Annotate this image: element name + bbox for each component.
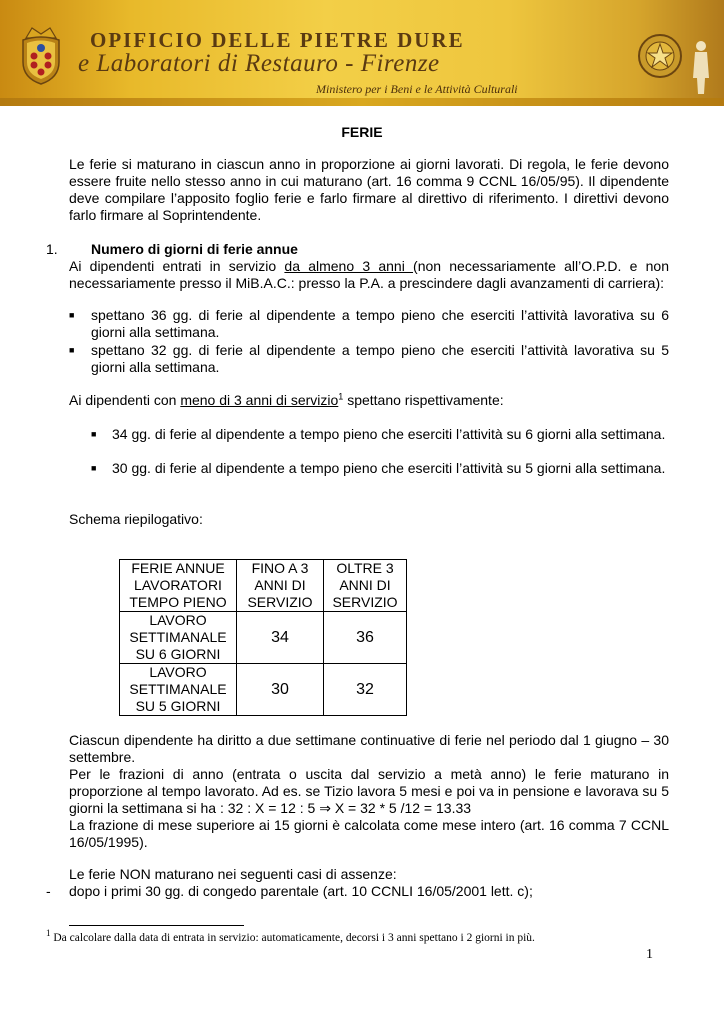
table-header-row <box>120 560 407 612</box>
bullet-icon: ■ <box>69 345 75 355</box>
bullet-item: spettano 36 gg. di ferie al dipendente a tempo pieno che eserciti l’attività lavorativa su 6 giorni alla settimana. <box>91 307 669 340</box>
bullet-item: 30 gg. di ferie al dipendente a tempo pieno che eserciti l’attività su 5 giorni alla settimana. <box>112 460 666 476</box>
footnote: $^1$ Da calcolare dalla data di entrata in servizio: automaticamente, decorsi i 3 anni spettano i 2 giorni in più. <box>46 928 535 944</box>
table-row-label: LAVORO SETTIMANALE SU 6 GIORNI <box>120 612 237 664</box>
section-paragraph-2: Ai dipendenti con meno di 3 anni di servizio$^1$ spettano rispettivamente: <box>69 391 504 408</box>
paragraph-month-fraction: La frazione di mese superiore ai 15 giorni è calcolata come mese intero (art. 16 comma 7 CCNL 16/05/1995). <box>69 817 669 850</box>
paragraph-fractions: Per le frazioni di anno (entrata o uscita dal servizio a metà anno) le ferie maturano in proporzione al tempo lavorato. Ad es. se Tizio lavora 5 mesi e poi va in pensione e lavorava su 5 giorni la settimana si ha : 32 : X = 12 : 5 ⇒ X = 32 * 5 /12 = 13.33 <box>69 766 669 816</box>
table-row <box>120 664 407 716</box>
schema-label: Schema riepilogativo: <box>69 511 203 527</box>
footnote-separator <box>69 925 244 926</box>
institution-name: OPIFICIO DELLE PIETRE DURE <box>90 28 465 52</box>
dash-item: dopo i primi 30 gg. di congedo parentale (art. 10 CCNLI 16/05/2001 lett. c); <box>69 883 533 899</box>
medici-crest-icon <box>18 24 64 86</box>
bullet-item: spettano 32 gg. di ferie al dipendente a tempo pieno che eserciti l’attività lavorativa su 5 giorni alla settimana. <box>91 342 669 375</box>
table-cell: 30 <box>237 664 324 716</box>
section-paragraph: Ai dipendenti entrati in servizio da almeno 3 anni (non necessariamente all’O.P.D. e non necessariamente presso il MiB.A.C.: presso la P.A. a prescindere dagli avanzamenti di carriera): <box>69 258 669 291</box>
bullet-icon: ■ <box>91 429 97 439</box>
table-row-label: LAVORO SETTIMANALE SU 5 GIORNI <box>120 664 237 716</box>
paragraph-no-accrual: Le ferie NON maturano nei seguenti casi di assenze: <box>69 866 397 882</box>
section-number: 1. <box>46 241 58 257</box>
dash-marker: - <box>46 883 51 899</box>
header-banner <box>0 0 724 106</box>
institution-subtitle: e Laboratori di Restauro - Firenze <box>78 50 440 77</box>
table-header-cell: FERIE ANNUE LAVORATORI TEMPO PIENO <box>120 560 237 612</box>
footnote-reference: 1 <box>338 391 344 402</box>
footnote-mark: 1 <box>46 928 51 939</box>
table-cell: 36 <box>324 612 407 664</box>
paragraph-summer-period: Ciascun dipendente ha diritto a due settimane continuative di ferie nel periodo dal 1 giugno – 30 settembre. <box>69 732 669 765</box>
table-cell: 34 <box>237 612 324 664</box>
document-title: FERIE <box>341 124 383 140</box>
statue-icon <box>690 38 712 98</box>
table-header-cell: FINO A 3 ANNI DI SERVIZIO <box>237 560 324 612</box>
table-cell: 32 <box>324 664 407 716</box>
ministry-name: Ministero per i Beni e le Attività Culturali <box>316 82 518 96</box>
bullet-item: 34 gg. di ferie al dipendente a tempo pieno che eserciti l’attività su 6 giorni alla settimana. <box>112 426 666 442</box>
summary-table <box>119 559 407 716</box>
bullet-icon: ■ <box>69 310 75 320</box>
intro-paragraph: Le ferie si maturano in ciascun anno in proporzione ai giorni lavorati. Di regola, le ferie devono essere fruite nello stesso anno in cui maturano (art. 16 comma 9 CCNL 16/05/95). Il dipendente deve compilare l’apposito foglio ferie e farlo firmare al direttivo di riferimento. I direttivi devono farlo firmare al Soprintendente. <box>69 156 669 223</box>
section-heading: Numero di giorni di ferie annue <box>91 241 298 257</box>
page-number: 1 <box>646 947 653 962</box>
republic-emblem-icon <box>636 32 684 80</box>
table-row <box>120 612 407 664</box>
bullet-icon: ■ <box>91 463 97 473</box>
table-header-cell: OLTRE 3 ANNI DI SERVIZIO <box>324 560 407 612</box>
